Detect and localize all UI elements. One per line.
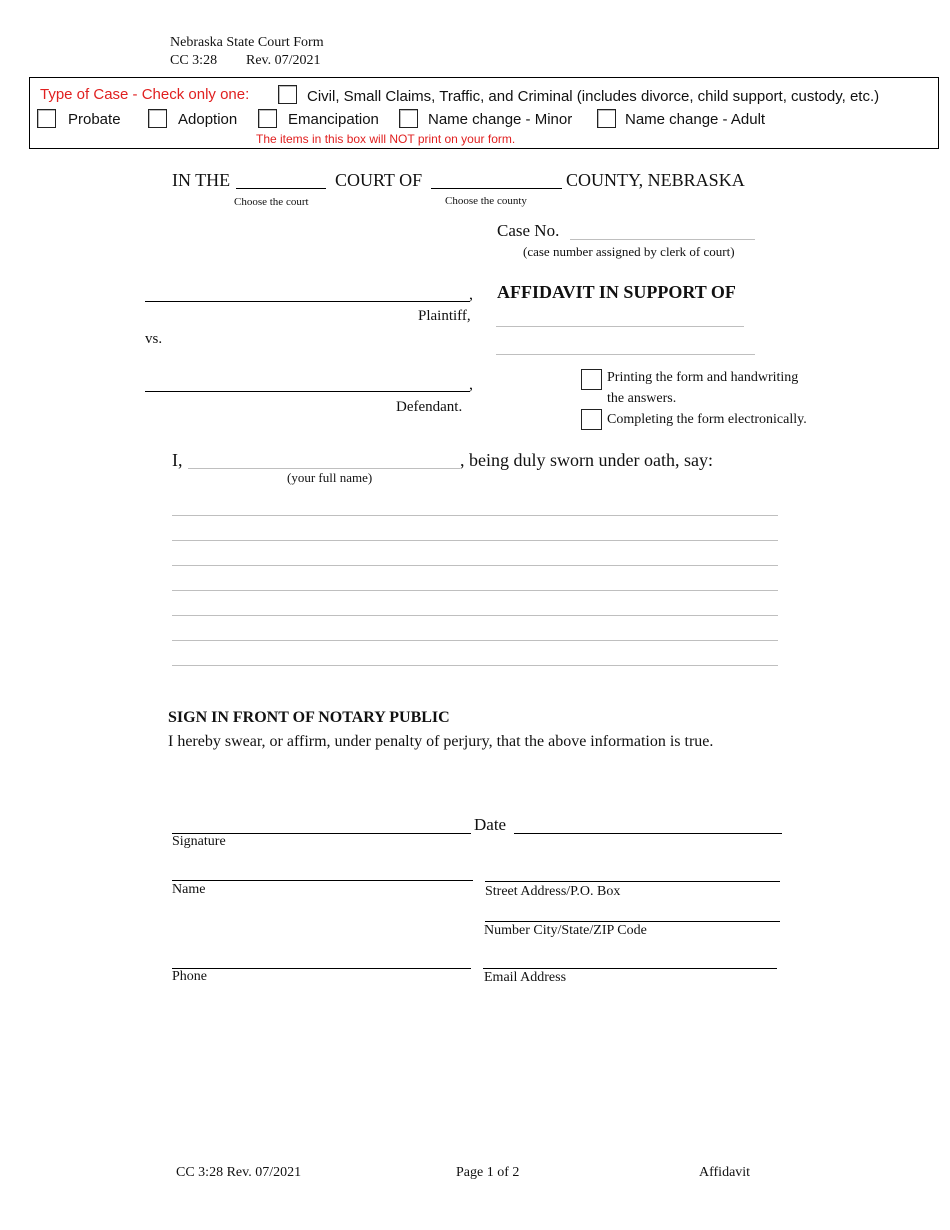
notary-heading: SIGN IN FRONT OF NOTARY PUBLIC (168, 709, 450, 726)
court-blank[interactable] (236, 188, 326, 189)
plaintiff-comma: , (469, 286, 473, 303)
signature-label: Signature (172, 834, 226, 849)
phone-label: Phone (172, 969, 207, 984)
checkbox-electronic[interactable] (581, 409, 602, 430)
option-name-change-minor: Name change - Minor (428, 111, 573, 128)
statement-line[interactable] (172, 615, 778, 616)
court-of-label: COURT OF (335, 170, 423, 190)
checkbox-adoption[interactable] (148, 109, 167, 128)
defendant-comma: , (469, 376, 473, 393)
full-name-hint: (your full name) (287, 470, 373, 485)
case-type-title: Type of Case - Check only one: (40, 86, 250, 103)
date-label: Date (474, 815, 507, 834)
in-the-label: IN THE (172, 170, 231, 190)
name-label: Name (172, 882, 206, 897)
option-name-change-adult: Name change - Adult (625, 111, 766, 128)
box-note: The items in this box will NOT print on your form. (256, 132, 516, 146)
statement-line[interactable] (172, 565, 778, 566)
statement-line[interactable] (172, 640, 778, 641)
electronic-label: Completing the form electronically. (607, 412, 807, 427)
county-hint: Choose the county (445, 195, 527, 207)
oath-suffix: , being duly sworn under oath, say: (460, 450, 713, 470)
email-label: Email Address (484, 970, 567, 985)
phone-line[interactable] (172, 968, 471, 969)
checkbox-handwriting[interactable] (581, 369, 602, 390)
case-no-label: Case No. (497, 221, 560, 240)
affidavit-subject-line-1[interactable] (496, 326, 744, 327)
oath-prefix: I, (172, 450, 183, 470)
statement-line[interactable] (172, 590, 778, 591)
statement-line[interactable] (172, 540, 778, 541)
option-emancipation: Emancipation (288, 111, 379, 128)
affidavit-subject-line-2[interactable] (496, 354, 755, 355)
plaintiff-line[interactable] (145, 301, 470, 302)
plaintiff-label: Plaintiff, (418, 308, 471, 324)
footer-code: CC 3:28 Rev. 07/2021 (176, 1165, 302, 1180)
footer-page: Page 1 of 2 (456, 1165, 520, 1180)
email-line[interactable] (483, 968, 777, 969)
street-line[interactable] (485, 881, 780, 882)
court-hint: Choose the court (234, 196, 309, 208)
county-blank[interactable] (431, 188, 562, 189)
checkbox-name-change-adult[interactable] (597, 109, 616, 128)
date-line[interactable] (514, 833, 782, 834)
checkbox-civil[interactable] (278, 85, 297, 104)
checkbox-emancipation[interactable] (258, 109, 277, 128)
name-line[interactable] (172, 880, 473, 881)
case-no-field[interactable] (570, 239, 755, 240)
street-label: Street Address/P.O. Box (485, 884, 621, 899)
county-label: COUNTY, NEBRASKA (566, 170, 745, 190)
city-line[interactable] (485, 921, 780, 922)
checkbox-probate[interactable] (37, 109, 56, 128)
case-no-hint: (case number assigned by clerk of court) (523, 244, 735, 259)
handwriting-label-2: the answers. (607, 391, 677, 406)
form-name: Nebraska State Court Form (170, 35, 324, 50)
vs-label: vs. (145, 331, 163, 347)
form-code: CC 3:28 (170, 53, 218, 68)
notary-statement: I hereby swear, or affirm, under penalty of perjury, that the above information is true. (168, 733, 714, 750)
checkbox-name-change-minor[interactable] (399, 109, 418, 128)
option-adoption: Adoption (178, 111, 238, 128)
handwriting-label-1: Printing the form and handwriting (607, 370, 799, 385)
city-label: Number City/State/ZIP Code (484, 923, 647, 938)
footer-doc-type: Affidavit (699, 1165, 751, 1180)
defendant-label: Defendant. (396, 399, 463, 415)
option-civil: Civil, Small Claims, Traffic, and Criminal (includes divorce, child support, custody, etc.) (307, 88, 880, 105)
affidavit-title: AFFIDAVIT IN SUPPORT OF (497, 282, 736, 302)
option-probate: Probate (68, 111, 121, 128)
statement-line[interactable] (172, 515, 778, 516)
full-name-field[interactable] (188, 468, 460, 469)
defendant-line[interactable] (145, 391, 470, 392)
form-revision: Rev. 07/2021 (246, 53, 321, 68)
statement-line[interactable] (172, 665, 778, 666)
